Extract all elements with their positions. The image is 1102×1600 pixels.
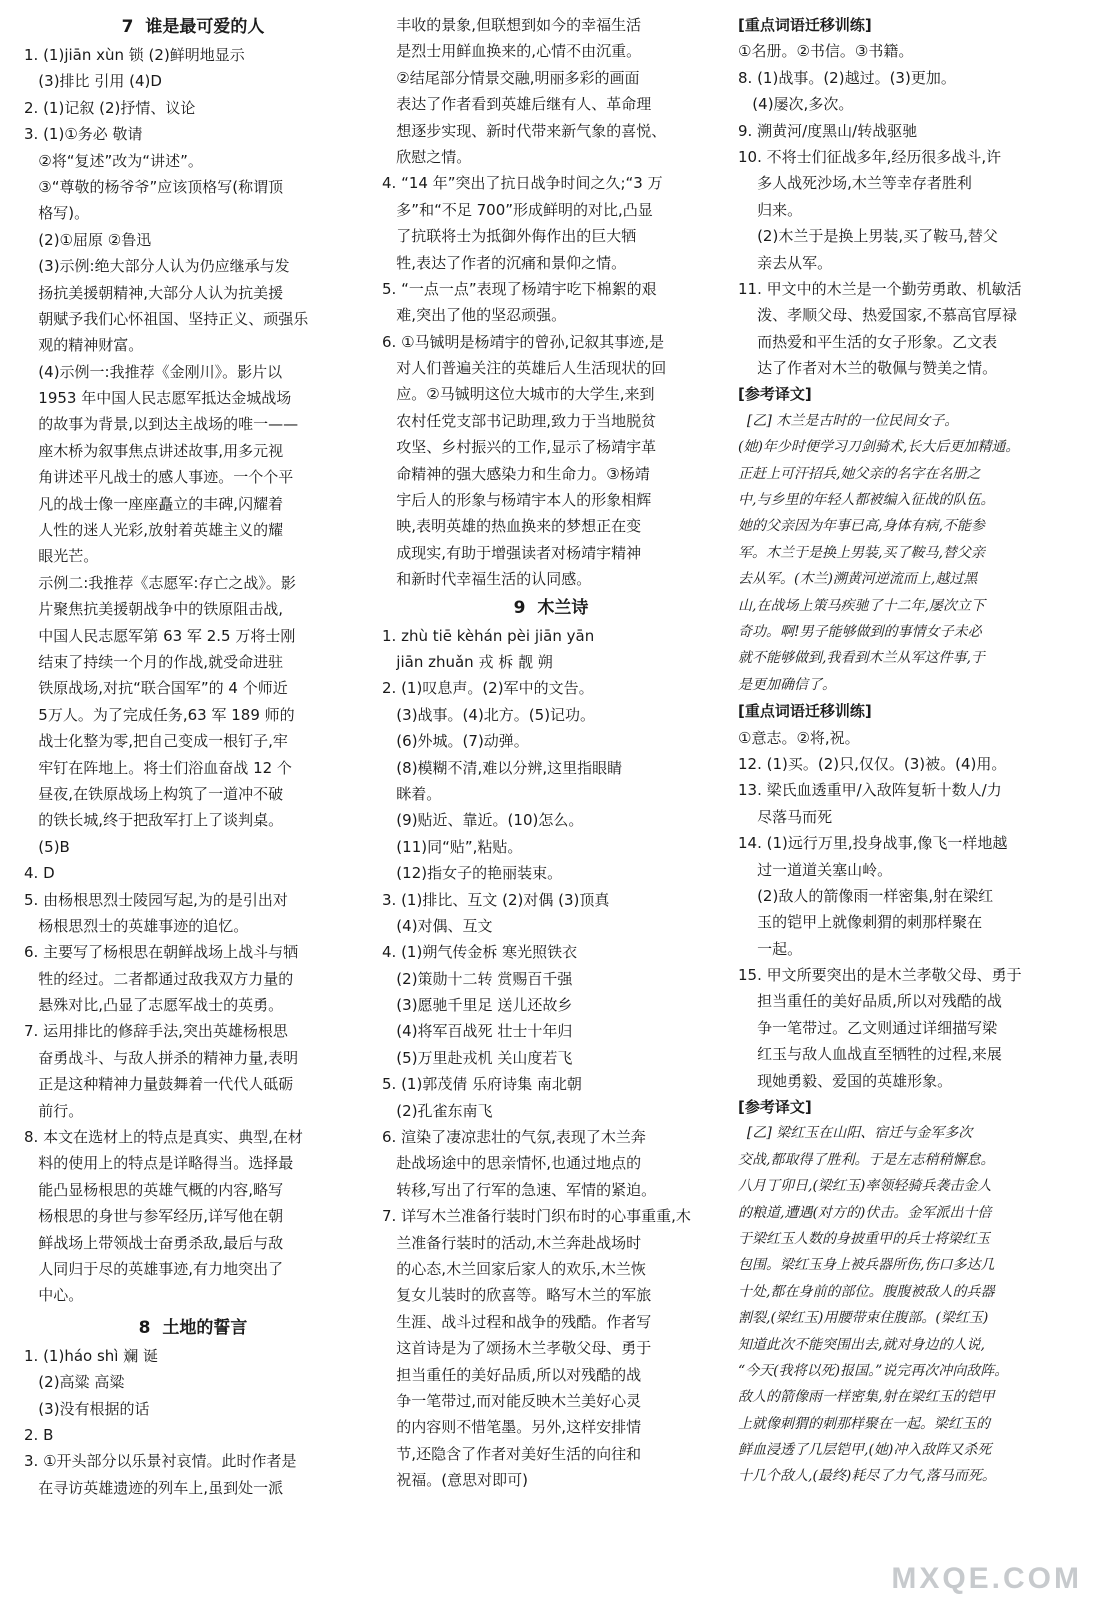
text-line: 5. (1)郭茂倩 乐府诗集 南北朝 [382, 1075, 582, 1094]
text-line: 朝赋予我们心怀祖国、坚持正义、顽强乐 [24, 309, 309, 328]
column-3 [738, 12, 1080, 1490]
text-line: 2. (1)叹息声。(2)军中的文告。 [382, 679, 594, 698]
text-line: 3. (1)排比、互文 (2)对偶 (3)顶真 [382, 890, 610, 909]
text-line: 节,还隐含了作者对美好生活的向往和 [382, 1444, 642, 1463]
text-line: (3)示例:绝大部分人认为仍应继承与发 [24, 257, 290, 276]
text-line: 十处,都在身前的部位。腹腹被敌人的兵器 [738, 1283, 995, 1300]
text-line: 的铁长城,终于把敌军打上了谈判桌。 [24, 811, 284, 830]
text-line: 赴战场途中的思亲情怀,也通过地点的 [382, 1154, 642, 1173]
text-line: 对人们普遍关注的英雄后人生活现状的回 [382, 359, 667, 378]
vocab-transfer-heading: [重点词语迁移训练] [738, 16, 872, 34]
section-7-body [24, 42, 362, 1309]
text-line: 担当重任的美好品质,所以对残酷的战 [382, 1365, 642, 1384]
text-line: [乙] 木兰是古时的一位民间女子。 [738, 412, 959, 429]
text-line: 中心。 [24, 1286, 84, 1305]
text-line: 正是这种精神力量鼓舞着一代代人砥砺 [24, 1075, 294, 1094]
text-line: 3. (1)①务必 敬请 [24, 125, 143, 144]
text-line: 亲去从军。 [738, 253, 833, 272]
text-line: 12. (1)买。(2)只,仅仅。(3)被。(4)用。 [738, 754, 1007, 773]
text-line: ②将“复述”改为“讲述”。 [24, 151, 203, 170]
text-line: 14. (1)远行万里,投身战事,像飞一样地越 [738, 834, 1008, 853]
text-line: 割裂,(梁红玉)用腰带束住腹部。(梁红玉) [738, 1310, 989, 1327]
text-line: 十几个敌人,(最终)耗尽了力气,落马而死。 [738, 1468, 996, 1485]
text-line: 多”和“不足 700”形成鲜明的对比,凸显 [382, 200, 653, 219]
text-line: 战士化整为零,把自己变成一根钉子,牢 [24, 732, 288, 751]
text-line: 归来。 [738, 200, 803, 219]
text-line: 应。②马铖明这位大城市的大学生,来到 [382, 385, 655, 404]
section-8-continued [382, 12, 720, 593]
text-line: (2)策勋十二转 赏赐百千强 [382, 969, 573, 988]
text-line: ③“尊敬的杨爷爷”应该顶格写(称谓顶 [24, 177, 284, 196]
text-line: 能凸显杨根思的英雄气概的内容,略写 [24, 1180, 284, 1199]
text-line: 牢钉在阵地上。将士们浴血奋战 12 个 [24, 758, 292, 777]
text-line: 在寻访英雄遗迹的列车上,虽到处一派 [24, 1478, 284, 1497]
text-line: 片聚焦抗美援朝战争中的铁原阻击战, [24, 600, 284, 619]
text-line: 人性的迷人光彩,放射着英雄主义的耀 [24, 521, 284, 540]
text-line: 现她勇毅、爱国的英雄形象。 [738, 1071, 953, 1090]
vocab-transfer-heading-2: [重点词语迁移训练] [738, 702, 872, 721]
text-line: 的内容则不惜笔墨。另外,这样安排情 [382, 1418, 642, 1437]
text-line: 丰收的景象,但联想到如今的幸福生活 [382, 16, 642, 34]
text-line: 示例二:我推荐《志愿军:存亡之战》。影 [24, 573, 296, 592]
text-line: (2)①屈原 ②鲁迅 [24, 230, 152, 249]
column-2 [382, 12, 720, 1493]
text-line: 担当重任的美好品质,所以对残酷的战 [738, 992, 1002, 1011]
text-line: 1. (1)háo shì 斓 诞 [24, 1346, 158, 1365]
text-line: 而热爱和平生活的女子形象。乙文表 [738, 332, 998, 351]
text-line: (4)将军百战死 壮士十年归 [382, 1022, 573, 1041]
text-line: 敌人的箭像雨一样密集,射在梁红玉的铠甲 [738, 1389, 995, 1406]
text-line: 兰准备行装时的活动,木兰奔赴战场时 [382, 1233, 642, 1252]
text-line: 昼夜,在铁原战场上构筑了一道冲不破 [24, 784, 284, 803]
text-line: 农村任党支部书记助理,致力于当地脱贫 [382, 411, 657, 430]
text-line: 眼光芒。 [24, 547, 99, 566]
text-line: 8. (1)战事。(2)越过。(3)更加。 [738, 68, 956, 87]
text-line: 她的父亲因为年事已高,身体有病,不能参 [738, 518, 985, 535]
text-line: [乙] 梁红玉在山阳、宿迁与金军多次 [738, 1125, 973, 1142]
text-line: 和新时代幸福生活的认同感。 [382, 570, 592, 589]
text-line: 的故事为背景,以到达主战场的唯一—— [24, 415, 299, 434]
text-line: 祝福。(意思对即可) [382, 1471, 529, 1490]
text-line: 中国人民志愿军第 63 军 2.5 万将士刚 [24, 626, 296, 645]
text-line: 山,在战场上策马疾驰了十二年,屡次立下 [738, 597, 985, 614]
text-line: (3)战事。(4)北方。(5)记功。 [382, 705, 596, 724]
watermark-logo: MXQE.COM [891, 1561, 1082, 1595]
text-line: 7. 运用排比的修辞手法,突出英雄杨根思 [24, 1022, 288, 1041]
text-line: (2)高粱 高粱 [24, 1373, 125, 1392]
text-line: 攻坚、乡村振兴的工作,显示了杨靖宇革 [382, 438, 657, 457]
text-line: (2)孔雀东南飞 [382, 1101, 493, 1120]
text-line: 前行。 [24, 1101, 84, 1120]
text-line: 眯着。 [382, 784, 442, 803]
text-line: 悬殊对比,凸显了志愿军战士的英勇。 [24, 996, 284, 1015]
text-line: 军。木兰于是换上男装,买了鞍马,替父亲 [738, 544, 985, 561]
section-9-continued [738, 38, 1080, 381]
text-line: 命精神的强大感染力和生命力。③杨靖 [382, 464, 650, 483]
text-line: 观的精神财富。 [24, 336, 144, 355]
text-line: 交战,都取得了胜利。于是左志稍稍懈怠。 [738, 1151, 995, 1168]
text-line: 10. 不将士们征战多年,经历很多战斗,许 [738, 147, 1002, 166]
section-9-body [382, 623, 720, 1494]
reference-translation-heading-2: [参考译文] [738, 1098, 812, 1117]
translation-liang-hongyu [738, 1120, 1080, 1489]
text-line: 玉的铠甲上就像刺猬的刺那样聚在 [738, 913, 983, 932]
text-line: 15. 甲文所要突出的是木兰孝敬父母、勇于 [738, 966, 1022, 985]
text-line: 5万人。为了完成任务,63 军 189 师的 [24, 705, 295, 724]
text-line: 5. “一点一点”表现了杨靖宇吃下棉絮的艰 [382, 279, 657, 298]
text-line: (4)示例一:我推荐《金刚川》。影片以 [24, 362, 283, 381]
section-title-7: 7 谁是最可爱的人 [121, 17, 265, 37]
text-line: ②结尾部分情景交融,明丽多彩的画面 [382, 68, 640, 87]
text-line: (4)屡次,多次。 [738, 95, 854, 114]
text-line: (6)外城。(7)动弹。 [382, 732, 529, 751]
text-line: 角讲述平凡战士的感人事迹。一个个平 [24, 468, 294, 487]
text-line: 八月丁卯日,(梁红玉)率领轻骑兵袭击金人 [738, 1178, 992, 1195]
text-line: 料的使用上的特点是详略得当。选择最 [24, 1154, 294, 1173]
text-line: 凡的战士像一座座矗立的丰碑,闪耀着 [24, 494, 284, 513]
text-line: 争一笔带过。乙文则通过详细描写梁 [738, 1018, 998, 1037]
text-line: 上就像刺猬的刺那样聚在一起。梁红玉的 [738, 1415, 990, 1432]
text-line: 争一笔带过,而对能反映木兰美好心灵 [382, 1391, 642, 1410]
text-line: (5)万里赴戎机 关山度若飞 [382, 1048, 573, 1067]
text-line: 6. ①马铖明是杨靖宇的曾孙,记叙其事迹,是 [382, 332, 665, 351]
text-line: 1. zhù tiē kèhán pèi jiān yān [382, 626, 595, 645]
text-line: 1. (1)jiān xùn 锁 (2)鲜明地显示 [24, 46, 245, 64]
text-line: ①意志。②将,祝。 [738, 728, 860, 747]
text-line: 牲的经过。二者都通过敌我双方力量的 [24, 969, 294, 988]
text-line: 宇后人的形象与杨靖宇本人的形象相辉 [382, 491, 652, 510]
text-line: 映,表明英雄的热血换来的梦想正在变 [382, 517, 642, 536]
text-line: jiān zhuǎn 戎 柝 靓 朔 [382, 652, 553, 671]
text-line: 了抗联将士为抵御外侮作出的巨大牺 [382, 227, 637, 246]
text-line: 4. (1)朔气传金柝 寒光照铁衣 [382, 943, 578, 962]
text-line: 5. 由杨根思烈士陵园写起,为的是引出对 [24, 890, 288, 909]
text-line: 泼、孝顺父母、热爱国家,不慕高官厚禄 [738, 306, 1017, 325]
text-line: 鲜血浸透了几层铠甲,(她)冲入敌阵又杀死 [738, 1442, 992, 1459]
text-line: 复女儿装时的欣喜等。略写木兰的军旅 [382, 1286, 652, 1305]
text-line: 红玉与敌人血战直至牺牲的过程,来展 [738, 1045, 1002, 1064]
text-line: 欣慰之情。 [382, 147, 472, 166]
text-line: 的粮道,遭遇(对方的)伏击。金军派出十倍 [738, 1204, 992, 1221]
text-line: (4)对偶、互文 [382, 916, 493, 935]
translation-mulan [738, 408, 1080, 698]
text-line: 9. 溯黄河/度黑山/转战驱驰 [738, 121, 918, 140]
text-line: 难,突出了他的坚忍顽强。 [382, 306, 567, 325]
text-line: 人同归于尽的英雄事迹,有力地突出了 [24, 1259, 284, 1278]
text-line: 包围。梁红玉身上被兵器所伤,伤口多达几 [738, 1257, 995, 1274]
text-line: 知道此次不能突围出去,就对身边的人说, [738, 1336, 985, 1353]
text-line: 铁原战场,对抗“联合国军”的 4 个师近 [24, 679, 288, 698]
text-line: ①名册。②书信。③书籍。 [738, 42, 914, 61]
text-line: 想逐步实现、新时代带来新气象的喜悦、 [382, 121, 667, 140]
text-line: 6. 主要写了杨根思在朝鲜战场上战斗与牺 [24, 943, 299, 962]
text-line: 正赶上可汗招兵,她父亲的名字在名册之 [738, 465, 981, 482]
reference-translation-heading: [参考译文] [738, 385, 812, 404]
text-line: 就不能够做到,我看到木兰从军这件事,于 [738, 650, 985, 667]
text-line: (11)同“贴”,粘贴。 [382, 837, 523, 856]
text-line: 4. “14 年”突出了抗日战争时间之久;“3 万 [382, 174, 663, 193]
text-line: 1953 年中国人民志愿军抵达金城战场 [24, 389, 292, 408]
text-line: 2. B [24, 1425, 54, 1444]
text-line: (12)指女子的艳丽装束。 [382, 864, 563, 883]
text-line: 这首诗是为了颂扬木兰孝敬父母、勇于 [382, 1339, 652, 1358]
text-line: 的心态,木兰回家后家人的欢乐,木兰恢 [382, 1259, 646, 1278]
text-line: 是更加确信了。 [738, 676, 836, 693]
text-line: (2)木兰于是换上男装,买了鞍马,替父 [738, 227, 998, 246]
text-line: “今天(我将以死)报国。”说完再次冲向敌阵。 [738, 1362, 1009, 1379]
text-line: 扬抗美援朝精神,大部分人认为抗美援 [24, 283, 284, 302]
section-8-body [24, 1343, 362, 1501]
text-line: 一起。 [738, 939, 803, 958]
text-line: 多人战死沙场,木兰等幸存者胜利 [738, 174, 972, 193]
text-line: (5)B [24, 837, 70, 856]
text-line: (3)没有根据的话 [24, 1399, 150, 1418]
text-line: 杨根思的身世与参军经历,详写他在朝 [24, 1207, 284, 1226]
text-line: 7. 详写木兰准备行装时门织布时的心事重重,木 [382, 1207, 691, 1226]
section-title-8: 8 土地的誓言 [138, 1317, 248, 1338]
section-title-9: 9 木兰诗 [513, 597, 589, 618]
text-line: 转移,写出了行军的急速、军情的紧迫。 [382, 1180, 657, 1199]
text-line: 尽落马而死 [738, 807, 833, 826]
text-line: 杨根思烈士的英雄事迹的追忆。 [24, 916, 249, 935]
text-line: (2)敌人的箭像雨一样密集,射在梁红 [738, 886, 994, 905]
text-line: 达了作者对木兰的敬佩与赞美之情。 [738, 359, 998, 378]
text-line: 中,与乡里的年轻人都被编入征战的队伍。 [738, 492, 995, 509]
text-line: 结束了持续一个月的作战,就受命进驻 [24, 652, 284, 671]
text-line: 于梁红玉人数的身披重甲的兵士将梁红玉 [738, 1230, 990, 1247]
text-line: 奇功。啊!男子能够做到的事情女子未必 [738, 623, 982, 640]
text-line: (她)年少时便学习刀剑骑术,长大后更加精通。 [738, 439, 1020, 456]
text-line: 格写)。 [24, 204, 90, 223]
text-line: 鲜战场上带领战士奋勇杀敌,最后与敌 [24, 1233, 284, 1252]
text-line: 3. ①开头部分以乐景衬哀情。此时作者是 [24, 1452, 297, 1471]
text-line: 座木桥为叙事焦点讲述故事,用多元视 [24, 441, 284, 460]
text-line: 牲,表达了作者的沉痛和景仰之情。 [382, 253, 627, 272]
text-line: 6. 渲染了凄凉悲壮的气氛,表现了木兰奔 [382, 1128, 646, 1147]
column-1 [24, 12, 362, 1501]
answers-12-15 [738, 725, 1080, 1094]
text-line: (3)排比 引用 (4)D [24, 72, 162, 91]
text-line: (3)愿驰千里足 送儿还故乡 [382, 996, 573, 1015]
text-line: 过一道道关塞山岭。 [738, 860, 893, 879]
text-line: 表达了作者看到英雄后继有人、革命理 [382, 95, 652, 114]
text-line: (8)模糊不清,难以分辨,这里指眼睛 [382, 758, 623, 777]
text-line: 8. 本文在选材上的特点是真实、典型,在材 [24, 1128, 303, 1147]
text-line: 11. 甲文中的木兰是一个勤劳勇敢、机敏活 [738, 279, 1022, 298]
text-line: 2. (1)记叙 (2)抒情、议论 [24, 98, 196, 117]
text-line: (9)贴近、靠近。(10)怎么。 [382, 811, 584, 830]
text-line: 成现实,有助于增强读者对杨靖宇精神 [382, 543, 642, 562]
text-line: 生涯、战斗过程和战争的残酷。作者写 [382, 1312, 652, 1331]
text-line: 4. D [24, 864, 55, 883]
text-line: 奋勇战斗、与敌人拼杀的精神力量,表明 [24, 1048, 299, 1067]
text-line: 是烈士用鲜血换来的,心情不由沉重。 [382, 42, 642, 61]
text-line: 13. 梁氏血透重甲/入敌阵复斩十数人/力 [738, 781, 1002, 800]
text-line: 去从军。(木兰)溯黄河逆流而上,越过黑 [738, 571, 978, 588]
